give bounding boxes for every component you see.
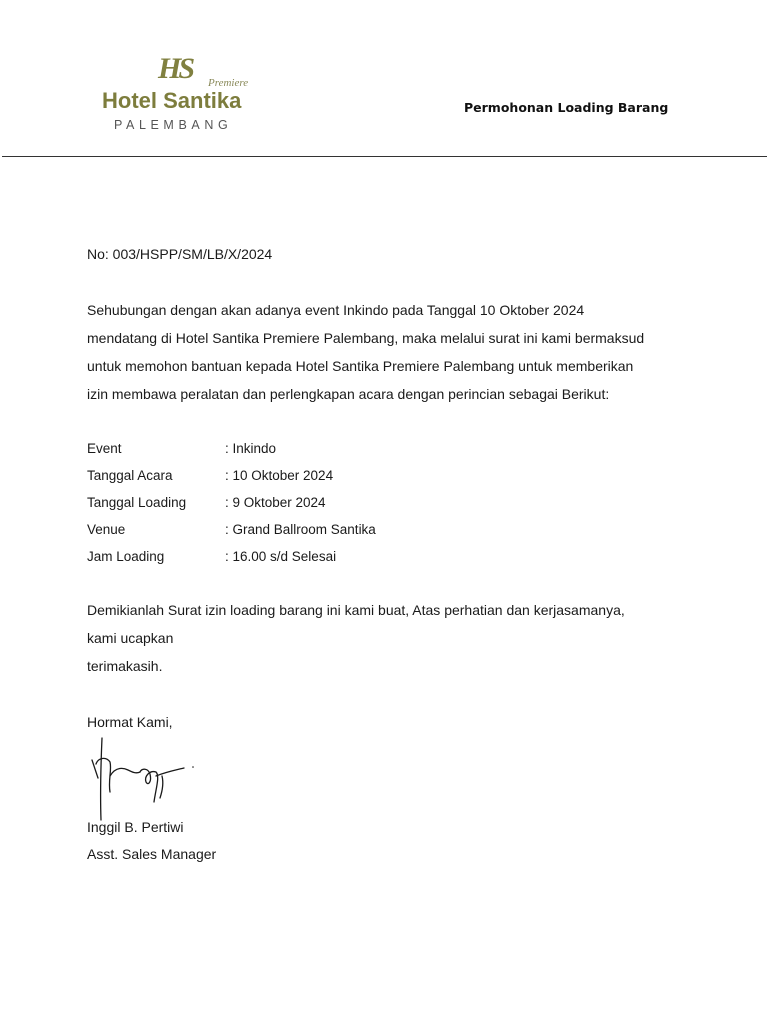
detail-label: Tanggal Loading <box>87 495 187 510</box>
detail-label: Tanggal Acara <box>87 468 173 483</box>
logo-monogram: HS <box>158 52 193 85</box>
intro-line: mendatang di Hotel Santika Premiere Palembang, maka melalui surat ini kami bermaksud <box>87 330 645 346</box>
detail-label: Event <box>87 441 122 456</box>
logo-tagline: Premiere <box>208 77 249 89</box>
detail-label: Venue <box>87 522 126 537</box>
letter-number: No: 003/HSPP/SM/LB/X/2024 <box>87 246 273 262</box>
signer-title: Asst. Sales Manager <box>87 846 217 862</box>
logo-city: PALEMBANG <box>114 118 233 132</box>
detail-value: : Inkindo <box>225 441 277 456</box>
closing-line: Demikianlah Surat izin loading barang ini kami buat, Atas perhatian dan kerjasamanya, <box>87 602 625 618</box>
closing-line: kami ucapkan <box>87 630 174 646</box>
detail-value: : 10 Oktober 2024 <box>225 468 334 483</box>
intro-line: izin membawa peralatan dan perlengkapan acara dengan perincian sebagai Berikut: <box>87 386 610 402</box>
detail-value: : Grand Ballroom Santika <box>225 522 376 537</box>
intro-line: untuk memohon bantuan kepada Hotel Santika Premiere Palembang untuk memberikan <box>87 358 634 374</box>
intro-paragraph <box>87 296 687 408</box>
detail-value: : 9 Oktober 2024 <box>225 495 326 510</box>
detail-label: Jam Loading <box>87 549 165 564</box>
closing-line: terimakasih. <box>87 658 163 674</box>
signer-name: Inggil B. Pertiwi <box>87 819 184 835</box>
closing-paragraph <box>87 596 687 680</box>
header-divider <box>2 156 767 157</box>
document-title: Permohonan Loading Barang <box>464 100 669 115</box>
intro-line: Sehubungan dengan akan adanya event Inkindo pada Tanggal 10 Oktober 2024 <box>87 302 585 318</box>
logo-hotel-name: Hotel Santika <box>102 88 242 113</box>
handwritten-signature <box>86 736 198 822</box>
salutation: Hormat Kami, <box>87 714 173 730</box>
detail-value: : 16.00 s/d Selesai <box>225 549 337 564</box>
hotel-logo <box>100 52 270 142</box>
